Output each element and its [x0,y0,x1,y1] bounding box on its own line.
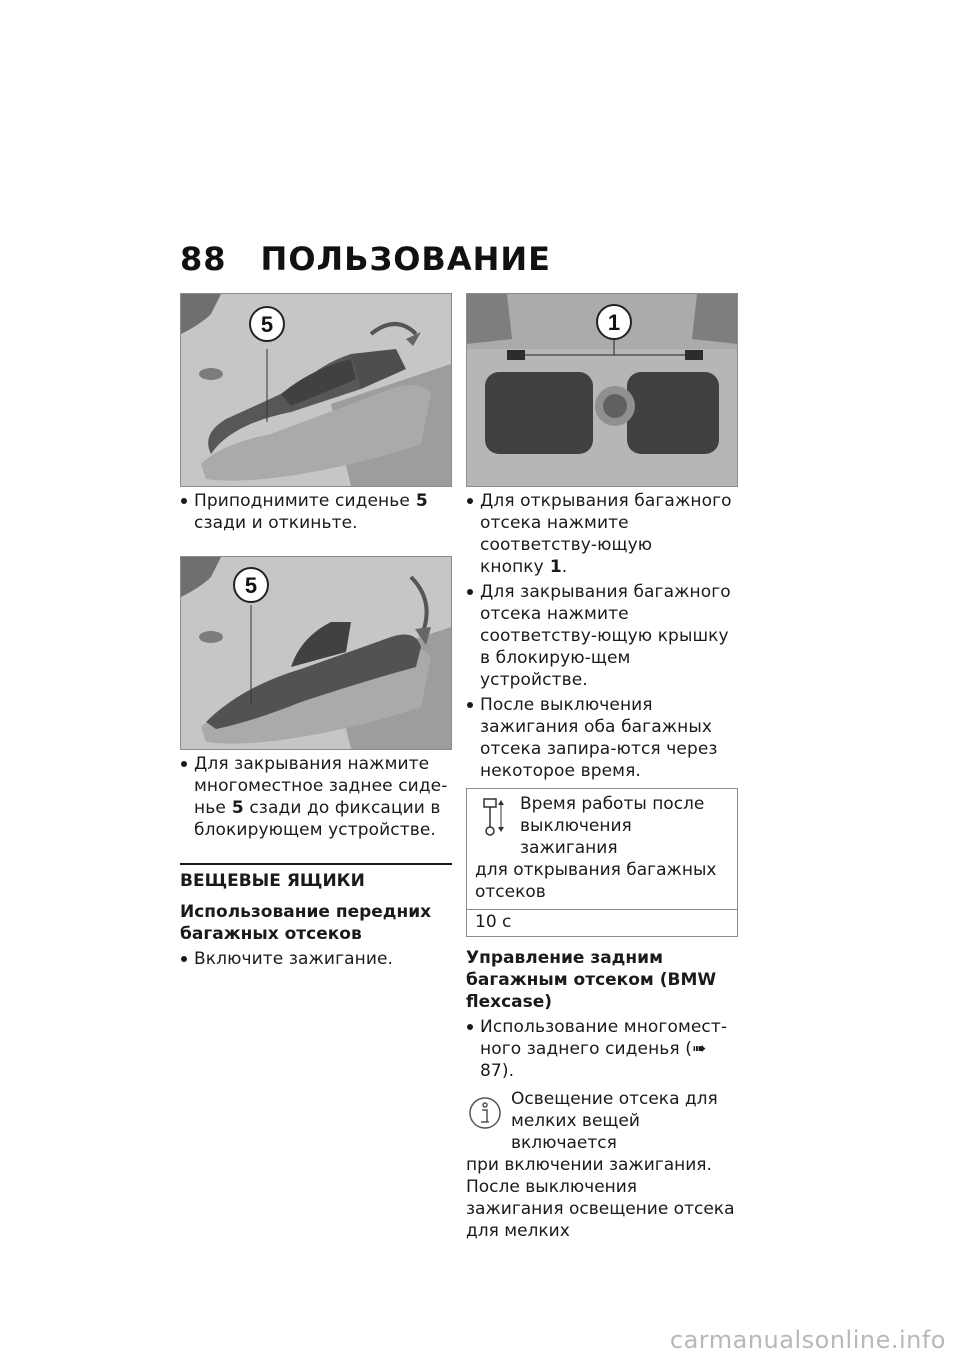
instruction-text: Для закрывания нажмите многоместное заднее сиде-нье [194,754,448,818]
spec-label-line3: для открывания багажных отсеков [475,860,717,902]
front-compartments-illustration [466,293,738,487]
instruction-text-continued: сзади и откиньте. [194,513,358,533]
page-title: ПОЛЬЗОВАНИЕ [260,240,551,278]
watermark: carmanualsonline.info [669,1326,946,1354]
seat-open-drawing [181,294,451,486]
reference-number: 5 [415,491,428,511]
section-title: ВЕЩЕВЫЕ ЯЩИКИ [180,863,452,891]
spec-box [466,788,738,937]
info-line2: мелких вещей включается [511,1111,640,1153]
timer-icon [481,797,507,842]
instruction-raise-seat [180,490,452,534]
instruction-text: Использование многомест-ного заднего сиденья ( [480,1017,728,1059]
seat-close-illustration [180,556,452,750]
instruction-ignition-on: Включите зажигание. [180,948,452,970]
subsection-title-rear: Управление задним багажным отсеком (BMW flexcase) [466,948,717,1012]
callout-label: 1 [607,310,621,335]
instruction-text-continued: ). [501,1061,515,1081]
instruction-text-continued: сзади до фиксации в блокирующем устройстве. [194,798,441,840]
callout-label: 5 [260,312,274,337]
front-compartments-drawing [467,294,737,486]
instruction-text: Для открывания багажного отсека нажмите соответству-ющую кнопку [480,491,732,577]
info-line1: Освещение отсека для [511,1089,718,1109]
info-icon [468,1094,502,1137]
spec-label-line1: Время работы после [520,794,705,814]
reference-number: 1 [549,557,562,577]
page-header [180,240,551,278]
seat-open-illustration [180,293,452,487]
callout-label: 5 [244,573,258,598]
page-number: 88 [180,240,227,278]
left-column [180,293,452,970]
instruction-text-continued: . [561,557,568,577]
page-link-arrow-icon: ➠ [691,1039,707,1059]
instruction-close-compartment: Для закрывания багажного отсека нажмите соответству-ющую крышку в блокирую-щем устройстве. [466,581,738,691]
instruction-open-compartment [466,490,738,578]
reference-number: 5 [231,798,244,818]
page-reference[interactable]: 87 [480,1061,502,1081]
instruction-rear-seat [466,1016,738,1082]
instruction-auto-lock: После выключения зажигания оба багажных отсека запира-ются через некоторое время. [466,694,738,782]
seat-close-drawing [181,557,451,749]
spec-value: 10 с [467,909,737,936]
spec-label-line2: выключения зажигания [520,816,632,858]
instruction-close-seat [180,753,452,841]
instruction-text: Приподнимите сиденье [194,491,410,511]
info-rest: при включении зажигания. После выключения зажигания освещение отсека для мелких [466,1155,735,1241]
subsection-title: Использование передних багажных отсеков [180,902,432,944]
info-note [466,1088,738,1242]
right-column [466,293,738,1242]
